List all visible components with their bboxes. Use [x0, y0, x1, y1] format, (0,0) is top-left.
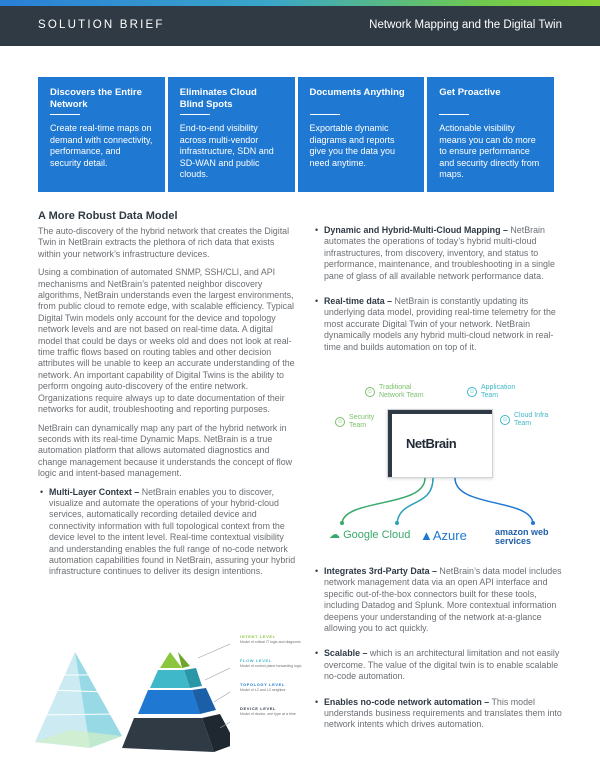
- team-traditional-network: ☺ Traditional Network Team: [366, 384, 424, 399]
- bullet-text: NetBrain is constantly updating its underlying data model, providing real-time telemetry for the most accurate Digital Twin of your network. NetBrain dynamically models any hybrid multi-cloud network in real-time and builds automation on top of it.: [324, 296, 556, 352]
- paragraph: NetBrain can dynamically map any part of the hybrid network in seconds with its real-time Dynamic Maps. NetBrain is a true automation platform that allows automated diagnostics and change management because it understands the concept of flow logic and intent-based management.: [38, 422, 293, 479]
- feature-card-documents: [298, 77, 425, 192]
- feature-cards: [38, 77, 554, 192]
- document-type-label: SOLUTION BRIEF: [38, 19, 165, 31]
- bullet-third-party-data: [313, 566, 563, 634]
- card-text: Exportable dynamic diagrams and reports give you the data you need anytime.: [309, 123, 396, 168]
- pyramid-level-topology: TOPOLOGY LEVEL Model of L2 and L3 neighbor: [240, 682, 286, 692]
- document-title: Network Mapping and the Digital Twin: [369, 19, 562, 31]
- pyramid-level-intent: INTENT LEVEL Model of critical IT logic and diagnosis: [240, 634, 301, 644]
- bullet-text: This model understands business requirements and translates them into network intents which drives automation.: [324, 696, 562, 730]
- team-cloud-infra: ☺ Cloud Infra Team: [501, 412, 549, 427]
- card-title: Documents Anything: [309, 87, 405, 98]
- user-icon: ☺: [501, 417, 509, 423]
- bullet-hybrid-mapping: [313, 225, 563, 282]
- bullet-title: Multi-Layer Context –: [49, 486, 140, 497]
- header-bar: [0, 6, 600, 46]
- user-icon: ☺: [336, 419, 344, 425]
- pyramid-illustration: [30, 630, 230, 770]
- paragraph: The auto-discovery of the hybrid network that creates the Digital Twin in NetBrain extracts the plethora of rich data that exists within your network’s infrastructure devices.: [38, 226, 290, 259]
- card-divider: [50, 114, 80, 115]
- user-icon: ☺: [468, 389, 476, 395]
- google-cloud-logo: ☁ Google Cloud: [329, 529, 411, 541]
- bullet-multi-layer-context: [38, 487, 298, 578]
- bullet-title: Real-time data –: [324, 296, 393, 307]
- card-text: Create real-time maps on demand with connectivity, performance, and security detail.: [50, 123, 153, 168]
- netbrain-screen: [387, 409, 493, 478]
- bullet-title: Integrates 3rd-Party Data –: [324, 566, 437, 576]
- right-column-lower: [313, 566, 563, 745]
- bullet-no-code-automation: [313, 697, 563, 731]
- pyramid-figure: [30, 630, 310, 770]
- card-divider: [439, 114, 469, 115]
- bullet-title: Enables no-code network automation –: [324, 696, 490, 707]
- bullet-text: which is an architectural limitation and not easily overcome. The value of the digital twin is to enable scalable no-code automation.: [324, 648, 560, 682]
- card-divider: [310, 114, 340, 115]
- bullet-real-time-data: [313, 296, 563, 353]
- right-column: [313, 225, 563, 367]
- card-text: End-to-end visibility across multi-vendor infrastructure, SDN and SD-WAN and public clouds.: [179, 123, 274, 179]
- left-column: [38, 210, 298, 592]
- azure-logo: ▲Azure: [420, 528, 467, 543]
- feature-card-discovers: [38, 77, 165, 192]
- wireframe-pyramid: [35, 652, 122, 748]
- user-icon: ☺: [366, 389, 374, 395]
- bullet-text: NetBrain automates the operations of today’s hybrid multi-cloud infrastructures, from discovery, inventory, and status to performance, maintenance, and troubleshooting in a single pane of glass of all available network performance data.: [324, 225, 555, 281]
- pyramid-level-flow: FLOW LEVEL Model of control plane forwarding logic: [240, 658, 302, 668]
- paragraph: Using a combination of automated SNMP, SSH/CLI, and API mechanisms and NetBrain’s patented neighbor discovery algorithms, NetBrain understands even the largest environments, from public cloud to remote edge, with scalable efficiency. Typical Digital Twin models only account for the device and topology network levels and are not based on real-time data. A digital model that could be days or weeks old and does not look at real-time traffic flows based on routing tables and other decision attributes will be unable to keep an accurate understanding of the network. An important capability of Digital Twins is the ability to perform ongoing auto-discovery of the entire network. Organizations require always up to date documentation of their networks for audit, troubleshooting and reporting purposes.: [38, 267, 295, 415]
- card-title: Get Proactive: [439, 87, 501, 98]
- netbrain-integration-diagram: [325, 378, 565, 558]
- card-title: Eliminates Cloud Blind Spots: [179, 87, 257, 110]
- bullet-title: Scalable –: [324, 648, 368, 659]
- feature-card-proactive: [427, 77, 554, 192]
- bullet-title: Dynamic and Hybrid-Multi-Cloud Mapping –: [324, 225, 508, 235]
- card-divider: [180, 114, 210, 115]
- feature-card-eliminates: [168, 77, 295, 192]
- aws-logo: amazon web services: [495, 527, 549, 546]
- bullet-text: NetBrain enables you to discover, visualize and automate the operations of your hybrid-cloud services, automatically recording detailed device and connectivity information with full topological context from the device level to the intent level. Real-time contextual visibility and understanding enables the full range of no-code network automation capabilities found in NetBrain, assuring your hybrid infrastructure continues to deliver its design intentions.: [49, 486, 296, 577]
- bullet-scalable: [313, 648, 563, 682]
- card-text: Actionable visibility means you can do more to ensure performance and security directly from maps.: [439, 123, 540, 179]
- bullet-text: NetBrain’s data model includes network management data via an open API interface and specific out-of-the-box connectors built for these tools, including Datadog and Splunk. More contextual information deepens your understanding of the network at-a-glance allowing you to act quickly.: [324, 566, 562, 634]
- section-heading: A More Robust Data Model: [38, 210, 178, 222]
- team-security: ☺ Security Team: [336, 414, 375, 429]
- card-title: Discovers the Entire Network: [50, 87, 142, 110]
- team-application: ☺ Application Team: [468, 384, 516, 399]
- pyramid-level-device: DEVICE LEVEL Model of device, one type at a time: [240, 706, 296, 716]
- netbrain-logo: NetBrain: [406, 436, 457, 451]
